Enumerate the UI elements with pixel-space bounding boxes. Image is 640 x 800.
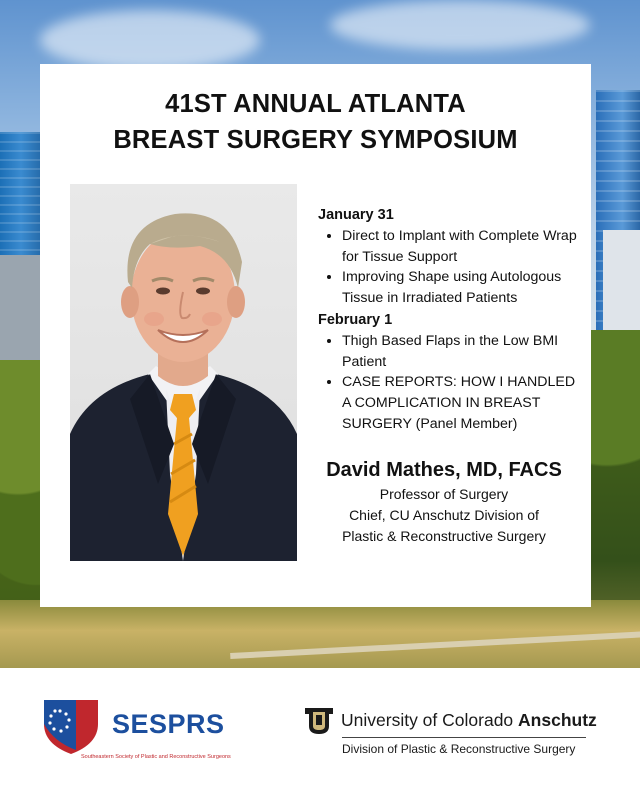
event-card xyxy=(40,64,591,607)
sesprs-wordmark: SESPRS xyxy=(112,709,225,739)
session-item: • Thigh Based Flaps in the Low BMI Patient xyxy=(342,331,583,373)
session-schedule xyxy=(318,204,583,435)
speaker-title: Plastic & Reconstructive Surgery xyxy=(342,528,546,544)
footer-logos xyxy=(0,668,640,800)
building-left xyxy=(0,255,40,375)
session-item: • Direct to Implant with Complete Wrap for Tissue Support xyxy=(342,226,583,268)
cu-name-regular: University of Colorado xyxy=(341,710,519,730)
schedule-date: January 31 xyxy=(318,207,394,223)
speaker-photo xyxy=(70,184,297,561)
sesprs-shield-logo-icon xyxy=(40,698,102,761)
event-title xyxy=(40,86,591,158)
park-lawn xyxy=(0,600,640,668)
session-item: • Improving Shape using Autologous Tissue in Irradiated Patients xyxy=(342,267,583,309)
sesprs-full-name: Southeastern Society of Plastic and Reconstructive Surgeons xyxy=(81,754,231,760)
speaker-title: Professor of Surgery xyxy=(379,486,509,502)
session-list xyxy=(318,331,583,435)
event-title-line2: BREAST SURGERY SYMPOSIUM xyxy=(113,126,518,154)
schedule-date: February 1 xyxy=(318,311,393,328)
speaker-name: David Mathes, MD, FACS xyxy=(326,459,562,481)
cu-name xyxy=(341,710,597,731)
cu-buffalo-logo-icon xyxy=(303,706,335,741)
session-item: • CASE REPORTS: HOW I HANDLED A COMPLICATION IN BREAST SURGERY (Panel Member) xyxy=(342,372,583,434)
cu-name-bold: Anschutz xyxy=(518,710,597,730)
cu-divider xyxy=(342,737,586,738)
speaker-info xyxy=(297,456,591,547)
session-list xyxy=(318,226,583,309)
cu-division: Division of Plastic & Reconstructive Surgery xyxy=(342,742,576,756)
speaker-title: Chief, CU Anschutz Division of xyxy=(349,507,539,523)
event-title-line1: 41ST ANNUAL ATLANTA xyxy=(165,90,466,118)
building-right xyxy=(603,230,640,340)
